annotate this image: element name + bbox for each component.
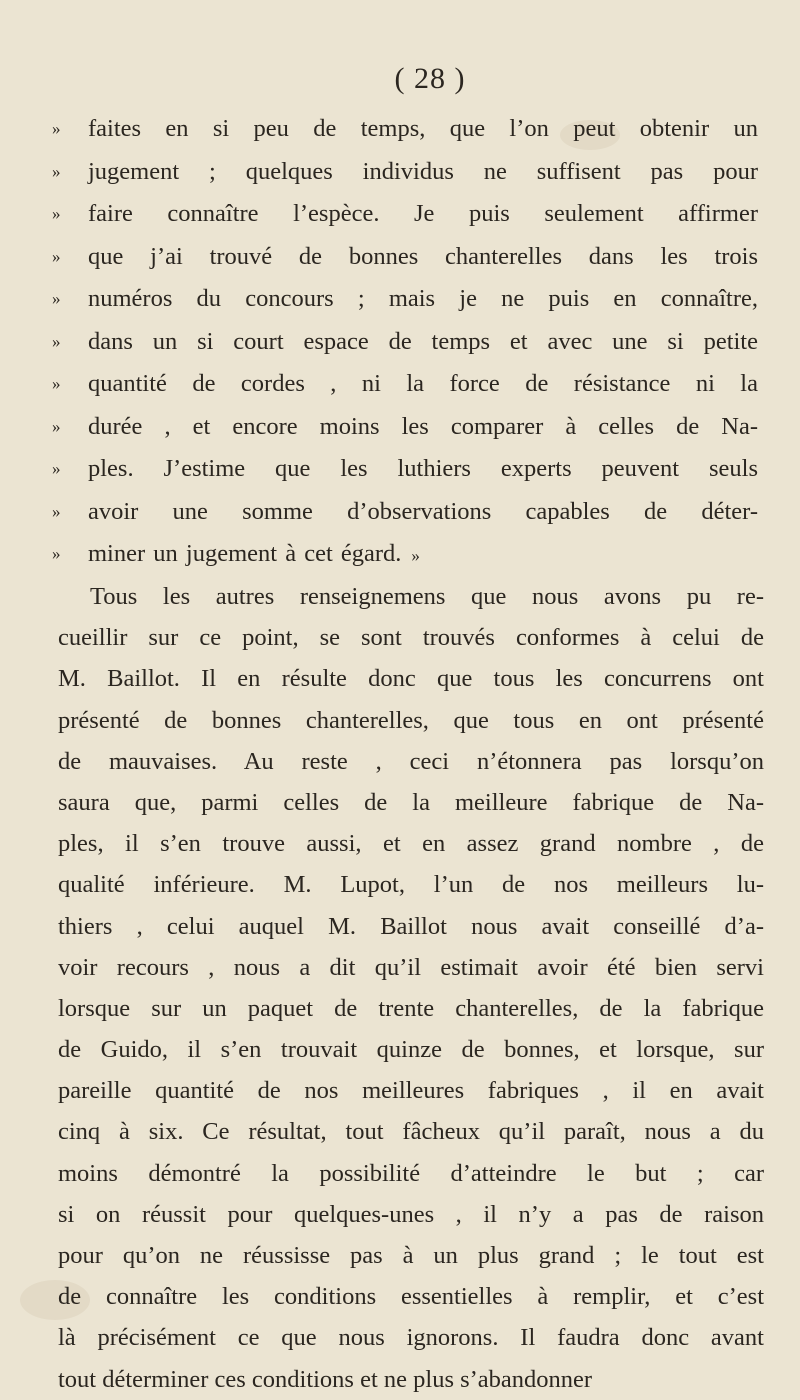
paragraph-line: cinq à six. Ce résultat, tout fâcheux qu’il paraît, nous a du — [58, 1118, 764, 1146]
paragraph-line: pareille quantité de nos meilleures fabriques , il en avait — [58, 1077, 764, 1105]
paragraph-line: si on réussit pour quelques-unes , il n’y a pas de raison — [58, 1200, 764, 1228]
quote-line-text: jugement ; quelques individus ne suffisent pas pour — [88, 157, 758, 185]
quote-line-text — [88, 533, 758, 576]
quote-line — [52, 491, 758, 534]
paragraph-line: là précisément ce que nous ignorons. Il faudra donc avant — [58, 1324, 764, 1352]
quote-mark: » — [52, 204, 60, 223]
quote-line — [52, 193, 758, 236]
quoted-passage — [52, 108, 758, 576]
quote-line-text: ples. J’estime que les luthiers experts peuvent seuls — [88, 455, 758, 482]
quote-line — [52, 108, 758, 151]
quote-line-text: numéros du concours ; mais je ne puis en connaître, — [88, 285, 758, 312]
paragraph-line: thiers , celui auquel M. Baillot nous avait conseillé d’a- — [58, 912, 764, 940]
paragraph-line: de Guido, il s’en trouvait quinze de bonnes, et lorsque, sur — [58, 1036, 764, 1064]
quote-mark: » — [52, 374, 60, 393]
paragraph-line: ples, il s’en trouve aussi, et en assez grand nombre , de — [58, 830, 764, 858]
closing-quote-mark: » — [411, 546, 420, 565]
quote-line-text: dans un si court espace de temps et avec une si petite — [88, 327, 758, 355]
quote-line — [52, 363, 758, 406]
paragraph-line: de mauvaises. Au reste , ceci n’étonnera pas lorsqu’on — [58, 747, 764, 775]
quote-line — [52, 406, 758, 449]
quote-line-text: faites en si peu de temps, que l’on peut obtenir un — [88, 115, 758, 142]
quote-final-text: miner un jugement à cet égard. — [88, 540, 402, 567]
paragraph-line: saura que, parmi celles de la meilleure fabrique de Na- — [58, 788, 764, 816]
quote-mark: » — [52, 416, 60, 436]
quote-line-text: que j’ai trouvé de bonnes chanterelles dans les trois — [88, 242, 758, 270]
paragraph-line: voir recours , nous a dit qu’il estimait avoir été bien servi — [58, 953, 764, 981]
quote-mark: » — [52, 161, 60, 181]
paragraph-line: tout déterminer ces conditions et ne plus s’abandonner — [58, 1365, 593, 1393]
body-paragraph — [58, 576, 764, 1400]
paragraph-line: pour qu’on ne réussisse pas à un plus grand ; le tout est — [58, 1242, 764, 1269]
quote-mark: » — [52, 289, 60, 308]
quote-mark: » — [52, 246, 60, 266]
quote-line — [52, 533, 758, 576]
paragraph-line: présenté de bonnes chanterelles, que tous en ont présenté — [58, 706, 764, 734]
quote-mark: » — [52, 331, 60, 351]
paragraph-line: lorsque sur un paquet de trente chanterelles, de la fabrique — [58, 994, 764, 1022]
quote-line — [52, 321, 758, 364]
page-number: ( 28 ) — [394, 62, 466, 95]
paragraph-line: cueillir sur ce point, se sont trouvés conformes à celui de — [58, 624, 764, 652]
quote-line-text: durée , et encore moins les comparer à celles de Na- — [88, 412, 758, 440]
quote-mark: » — [52, 119, 60, 138]
paragraph-line: qualité inférieure. M. Lupot, l’un de nos meilleurs lu- — [58, 871, 764, 899]
paragraph-line: Tous les autres renseignemens que nous avons pu re- — [90, 583, 764, 610]
quote-line — [52, 151, 758, 194]
quote-line — [52, 278, 758, 321]
paragraph-line: de connaître les conditions essentielles à remplir, et c’est — [58, 1283, 764, 1311]
quote-line-text: avoir une somme d’observations capables de déter- — [88, 497, 758, 525]
quote-mark: » — [52, 459, 60, 478]
quote-line-text: quantité de cordes , ni la force de résistance ni la — [88, 370, 758, 397]
quote-line — [52, 448, 758, 491]
quote-mark: » — [52, 544, 60, 563]
quote-mark: » — [52, 501, 60, 521]
paragraph-line: moins démontré la possibilité d’atteindre le but ; car — [58, 1159, 764, 1187]
quote-line — [52, 236, 758, 279]
paragraph-line: M. Baillot. Il en résulte donc que tous les concurrens ont — [58, 665, 764, 693]
quote-line-text: faire connaître l’espèce. Je puis seulement affirmer — [88, 200, 758, 227]
